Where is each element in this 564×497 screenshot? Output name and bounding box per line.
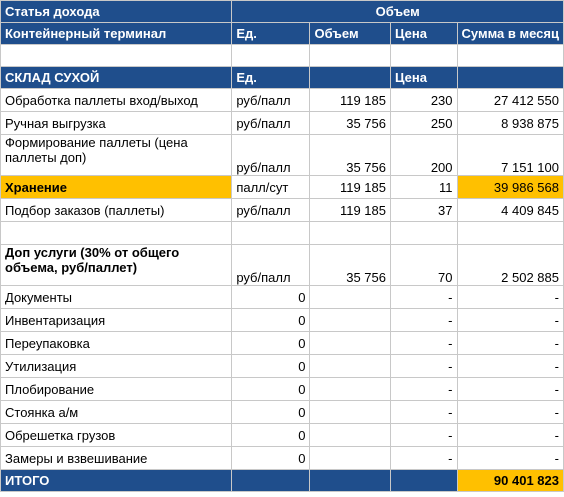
service-row bbox=[1, 378, 564, 401]
service-price-cell[interactable]: - bbox=[390, 355, 457, 378]
service-sum-cell[interactable]: - bbox=[457, 355, 563, 378]
item-sum-cell[interactable]: 27 412 550 bbox=[457, 89, 563, 112]
header-terminal-cell[interactable]: Контейнерный терминал bbox=[1, 23, 232, 45]
total-empty-cell[interactable] bbox=[390, 470, 457, 492]
empty-cell[interactable] bbox=[232, 222, 310, 245]
item-volume-cell[interactable]: 119 185 bbox=[310, 176, 391, 199]
service-volume-cell[interactable]: 0 bbox=[232, 378, 310, 401]
service-volume-cell[interactable]: 0 bbox=[232, 355, 310, 378]
service-empty-cell[interactable] bbox=[310, 401, 391, 424]
service-row bbox=[1, 286, 564, 309]
service-row bbox=[1, 332, 564, 355]
highlighted-row-storage bbox=[1, 176, 564, 199]
item-sum-cell[interactable]: 8 938 875 bbox=[457, 112, 563, 135]
empty-cell[interactable] bbox=[390, 45, 457, 67]
service-row bbox=[1, 401, 564, 424]
item-unit-cell[interactable]: палл/сут bbox=[232, 176, 310, 199]
header-volume-group-cell[interactable]: Объем bbox=[232, 1, 564, 23]
service-sum-cell[interactable]: - bbox=[457, 401, 563, 424]
item-unit-cell[interactable]: руб/палл bbox=[232, 135, 310, 176]
service-price-cell[interactable]: - bbox=[390, 424, 457, 447]
item-volume-cell[interactable]: 35 756 bbox=[310, 112, 391, 135]
item-unit-cell[interactable]: руб/палл bbox=[232, 89, 310, 112]
service-sum-cell[interactable]: - bbox=[457, 286, 563, 309]
service-price-cell[interactable]: - bbox=[390, 401, 457, 424]
service-volume-cell[interactable]: 0 bbox=[232, 332, 310, 355]
header-price-cell[interactable]: Цена bbox=[390, 23, 457, 45]
header-sum-cell[interactable]: Сумма в месяц bbox=[457, 23, 563, 45]
header-unit-cell[interactable]: Ед. bbox=[232, 23, 310, 45]
service-name-cell[interactable]: Инвентаризация bbox=[1, 309, 232, 332]
total-row bbox=[1, 470, 564, 492]
empty-cell[interactable] bbox=[1, 45, 232, 67]
item-price-cell[interactable]: 200 bbox=[390, 135, 457, 176]
header-item-cell[interactable]: Статья дохода bbox=[1, 1, 232, 23]
service-name-cell[interactable]: Документы bbox=[1, 286, 232, 309]
item-volume-cell[interactable]: 119 185 bbox=[310, 89, 391, 112]
section-price-cell[interactable]: Цена bbox=[390, 67, 457, 89]
section-empty-cell[interactable] bbox=[310, 67, 391, 89]
item-volume-cell[interactable]: 119 185 bbox=[310, 199, 391, 222]
empty-cell[interactable] bbox=[390, 222, 457, 245]
item-name-cell[interactable]: Подбор заказов (паллеты) bbox=[1, 199, 232, 222]
total-label-cell[interactable]: ИТОГО bbox=[1, 470, 232, 492]
service-row bbox=[1, 447, 564, 470]
service-sum-cell[interactable]: - bbox=[457, 424, 563, 447]
service-row bbox=[1, 355, 564, 378]
section-empty-cell[interactable] bbox=[457, 67, 563, 89]
item-unit-cell[interactable]: руб/палл bbox=[232, 199, 310, 222]
item-name-cell[interactable]: Обработка паллеты вход/выход bbox=[1, 89, 232, 112]
service-sum-cell[interactable]: - bbox=[457, 309, 563, 332]
service-price-cell[interactable]: - bbox=[390, 286, 457, 309]
item-price-cell[interactable]: 230 bbox=[390, 89, 457, 112]
extra-services-row bbox=[1, 245, 564, 286]
table-row bbox=[1, 112, 564, 135]
table-row bbox=[1, 199, 564, 222]
extra-services-sum-cell[interactable]: 2 502 885 bbox=[457, 245, 563, 286]
empty-cell[interactable] bbox=[457, 45, 563, 67]
header-volume-cell[interactable]: Объем bbox=[310, 23, 391, 45]
header-row-2 bbox=[1, 23, 564, 45]
item-volume-cell[interactable]: 35 756 bbox=[310, 135, 391, 176]
service-empty-cell[interactable] bbox=[310, 378, 391, 401]
service-price-cell[interactable]: - bbox=[390, 309, 457, 332]
service-name-cell[interactable]: Стоянка а/м bbox=[1, 401, 232, 424]
item-name-cell[interactable]: Ручная выгрузка bbox=[1, 112, 232, 135]
service-empty-cell[interactable] bbox=[310, 332, 391, 355]
extra-services-volume-cell[interactable]: 35 756 bbox=[310, 245, 391, 286]
service-name-cell[interactable]: Плобирование bbox=[1, 378, 232, 401]
service-volume-cell[interactable]: 0 bbox=[232, 309, 310, 332]
item-unit-cell[interactable]: руб/палл bbox=[232, 112, 310, 135]
table-row bbox=[1, 135, 564, 176]
total-empty-cell[interactable] bbox=[232, 470, 310, 492]
service-price-cell[interactable]: - bbox=[390, 378, 457, 401]
item-price-cell[interactable]: 11 bbox=[390, 176, 457, 199]
section-unit-cell[interactable]: Ед. bbox=[232, 67, 310, 89]
empty-cell[interactable] bbox=[457, 222, 563, 245]
service-volume-cell[interactable]: 0 bbox=[232, 286, 310, 309]
service-volume-cell[interactable]: 0 bbox=[232, 447, 310, 470]
empty-cell[interactable] bbox=[232, 45, 310, 67]
empty-row bbox=[1, 222, 564, 245]
extra-services-price-cell[interactable]: 70 bbox=[390, 245, 457, 286]
item-name-cell[interactable]: Хранение bbox=[1, 176, 232, 199]
service-name-cell[interactable]: Обрешетка грузов bbox=[1, 424, 232, 447]
service-volume-cell[interactable]: 0 bbox=[232, 401, 310, 424]
item-price-cell[interactable]: 37 bbox=[390, 199, 457, 222]
service-volume-cell[interactable]: 0 bbox=[232, 424, 310, 447]
service-name-cell[interactable]: Переупаковка bbox=[1, 332, 232, 355]
section-header-row bbox=[1, 67, 564, 89]
service-row bbox=[1, 309, 564, 332]
service-price-cell[interactable]: - bbox=[390, 332, 457, 355]
empty-cell[interactable] bbox=[1, 222, 232, 245]
service-name-cell[interactable]: Замеры и взвешивание bbox=[1, 447, 232, 470]
item-sum-cell[interactable]: 39 986 568 bbox=[457, 176, 563, 199]
service-empty-cell[interactable] bbox=[310, 286, 391, 309]
item-price-cell[interactable]: 250 bbox=[390, 112, 457, 135]
item-sum-cell[interactable]: 4 409 845 bbox=[457, 199, 563, 222]
total-sum-cell[interactable]: 90 401 823 bbox=[457, 470, 563, 492]
service-empty-cell[interactable] bbox=[310, 309, 391, 332]
total-empty-cell[interactable] bbox=[310, 470, 391, 492]
item-name-cell[interactable]: Формирование паллеты (цена паллеты доп) bbox=[1, 135, 232, 176]
item-sum-cell[interactable]: 7 151 100 bbox=[457, 135, 563, 176]
header-row-1 bbox=[1, 1, 564, 23]
section-title-cell[interactable]: СКЛАД СУХОЙ bbox=[1, 67, 232, 89]
empty-row bbox=[1, 45, 564, 67]
service-price-cell[interactable]: - bbox=[390, 447, 457, 470]
empty-cell[interactable] bbox=[310, 222, 391, 245]
service-sum-cell[interactable]: - bbox=[457, 332, 563, 355]
service-sum-cell[interactable]: - bbox=[457, 447, 563, 470]
extra-services-name-cell[interactable]: Доп услуги (30% от общего объема, руб/паллет) bbox=[1, 245, 232, 286]
service-empty-cell[interactable] bbox=[310, 447, 391, 470]
service-row bbox=[1, 424, 564, 447]
empty-cell[interactable] bbox=[310, 45, 391, 67]
service-sum-cell[interactable]: - bbox=[457, 378, 563, 401]
service-empty-cell[interactable] bbox=[310, 424, 391, 447]
service-name-cell[interactable]: Утилизация bbox=[1, 355, 232, 378]
table-row bbox=[1, 89, 564, 112]
extra-services-unit-cell[interactable]: руб/палл bbox=[232, 245, 310, 286]
service-empty-cell[interactable] bbox=[310, 355, 391, 378]
